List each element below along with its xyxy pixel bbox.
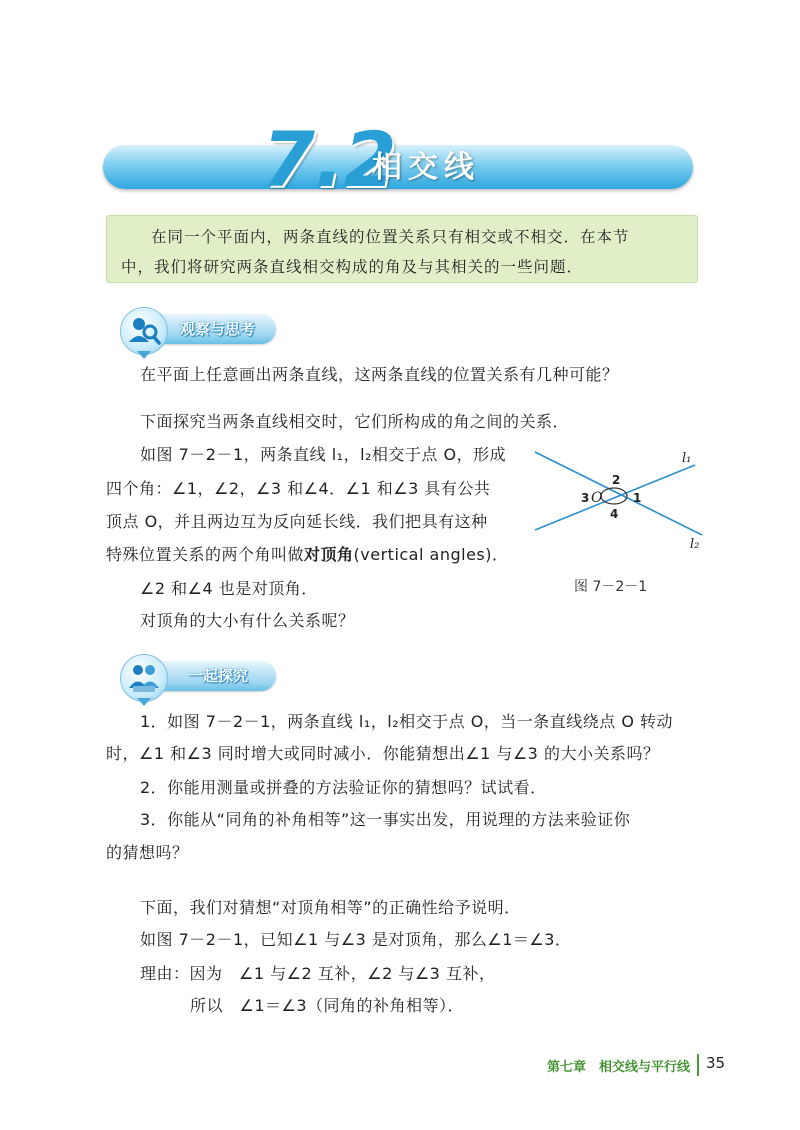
- text-line: 顶点 O，并且两边互为反向延长线．我们把具有这种: [106, 512, 488, 531]
- text-line: 如图 7－2－1，已知∠1 与∠3 是对顶角，那么∠1＝∠3．: [140, 930, 572, 949]
- text-line: 3．你能从“同角的补角相等”这一事实出发，用说理的方法来验证你: [140, 810, 631, 829]
- intro-line: 在同一个平面内，两条直线的位置关系只有相交或不相交．在本节: [151, 228, 630, 246]
- label-o: O: [591, 490, 603, 506]
- footer-chapter: 第七章 相交线与平行线: [546, 1060, 690, 1075]
- definition-line: [106, 545, 509, 565]
- section-number: 7.2: [262, 115, 397, 204]
- section-pointer-icon: [137, 351, 151, 359]
- line-l2: [535, 452, 702, 535]
- angle-label-4: 4: [610, 507, 619, 521]
- section-label-explore: 一起探究: [188, 667, 249, 685]
- angle-label-2: 2: [612, 473, 621, 487]
- angle-label-3: 3: [581, 491, 590, 505]
- angle-label-1: 1: [633, 491, 642, 505]
- figure-caption: 图 7－2－1: [574, 579, 648, 595]
- text-line: 下面探究当两条直线相交时，它们所构成的角之间的关系．: [140, 412, 570, 431]
- text-line: 下面，我们对猜想“对顶角相等”的正确性给予说明．: [140, 898, 521, 917]
- label-l2: l₂: [690, 537, 700, 552]
- text-line: 理由：因为 ∠1 与∠2 互补，∠2 与∠3 互补，: [140, 964, 496, 983]
- text-line: 1．如图 7－2－1，两条直线 l₁，l₂相交于点 O，当一条直线绕点 O 转动: [140, 712, 674, 731]
- section-pointer-icon: [137, 698, 151, 706]
- section-label-observe: 观察与思考: [180, 320, 256, 338]
- page-title: 相交线: [372, 150, 480, 185]
- page-number: 35: [706, 1054, 726, 1072]
- text-line: 所以 ∠1＝∠3（同角的补角相等）．: [190, 996, 465, 1015]
- text-line: 对顶角的大小有什么关系呢？: [140, 611, 355, 630]
- intro-line: 中，我们将研究两条直线相交构成的角及与其相关的一些问题．: [121, 258, 584, 276]
- intro-box: [106, 215, 698, 283]
- group-people-icon: [120, 654, 168, 702]
- term-vertical-angles: 对顶角: [304, 545, 354, 564]
- text-line: 2．你能用测量或拼叠的方法验证你的猜想吗？试试看．: [140, 778, 547, 797]
- footer-divider: [697, 1054, 699, 1076]
- text-line: 如图 7－2－1，两条直线 l₁，l₂相交于点 O，形成: [140, 445, 507, 464]
- text-line: ∠2 和∠4 也是对顶角．: [140, 579, 318, 598]
- label-l1: l₁: [682, 451, 692, 466]
- definition-suffix: (vertical angles)．: [353, 545, 509, 564]
- text-line: 的猜想吗？: [106, 843, 189, 862]
- figure-intersecting-lines: [530, 440, 710, 555]
- text-line: 四个角：∠1，∠2，∠3 和∠4．∠1 和∠3 具有公共: [106, 479, 491, 498]
- definition-prefix: 特殊位置关系的两个角叫做: [106, 545, 305, 564]
- text-line: 时，∠1 和∠3 同时增大或同时减小．你能猜想出∠1 与∠3 的大小关系吗？: [106, 744, 660, 763]
- magnifier-person-icon: [120, 307, 168, 355]
- text-line: 在平面上任意画出两条直线，这两条直线的位置关系有几种可能？: [140, 365, 619, 384]
